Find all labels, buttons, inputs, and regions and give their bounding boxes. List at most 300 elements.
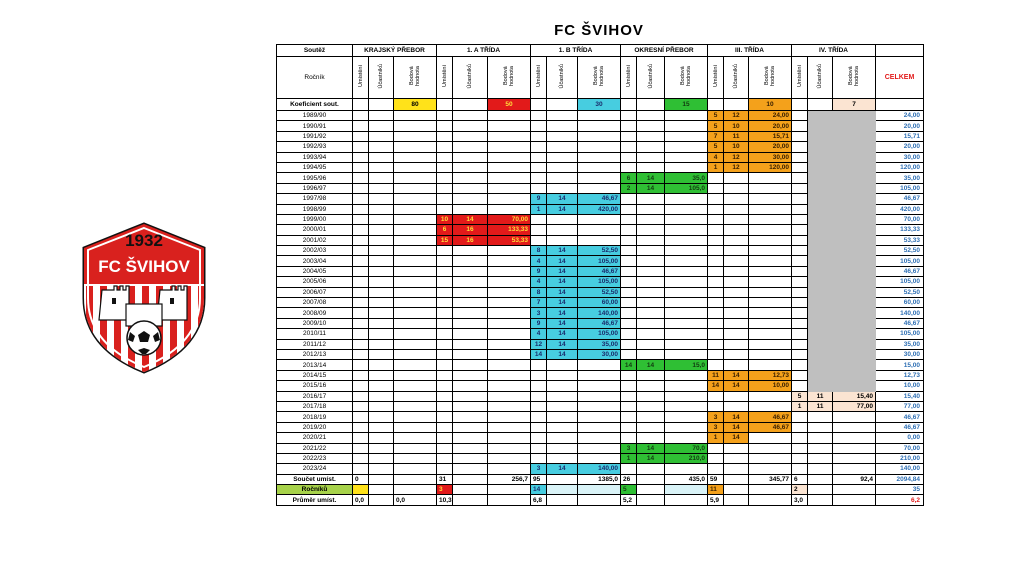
cell [488, 162, 531, 172]
subcolumn-label: Účastníků [733, 63, 739, 89]
cell [394, 308, 437, 318]
place-cell: 4 [531, 277, 547, 287]
total-cell: 140,00 [876, 308, 924, 318]
value-cell: 15,71 [749, 131, 792, 141]
cell [724, 173, 749, 183]
cell [453, 256, 488, 266]
cell [808, 111, 833, 121]
cell [453, 204, 488, 214]
cell [369, 485, 394, 495]
cell [488, 464, 531, 474]
cell [453, 162, 488, 172]
value-cell: 30,00 [749, 152, 792, 162]
cell [833, 495, 876, 505]
cell [578, 225, 621, 235]
cell [353, 443, 369, 453]
cell [724, 443, 749, 453]
cell [353, 277, 369, 287]
subcolumn-label: Účastníků [817, 63, 823, 89]
cell [724, 349, 749, 359]
cell [637, 204, 665, 214]
cell [621, 339, 637, 349]
cell [369, 235, 394, 245]
cell [437, 298, 453, 308]
cell [453, 422, 488, 432]
cell [637, 99, 665, 111]
cell [749, 329, 792, 339]
cell [708, 214, 724, 224]
subcolumn-label: Účastníků [378, 63, 384, 89]
teams-cell: 10 [724, 142, 749, 152]
cell [547, 121, 578, 131]
cell [708, 349, 724, 359]
cell [808, 246, 833, 256]
cell [792, 433, 808, 443]
cell [578, 173, 621, 183]
cell [488, 142, 531, 152]
cell [394, 298, 437, 308]
cell [369, 391, 394, 401]
place-cell: 8 [531, 287, 547, 297]
subcolumn-label: Bodová hodnota [593, 66, 605, 86]
cell [637, 318, 665, 328]
cell [578, 214, 621, 224]
cell [808, 121, 833, 131]
cell [453, 266, 488, 276]
table-row [277, 329, 924, 339]
cell [394, 277, 437, 287]
cell [531, 183, 547, 193]
cell [665, 266, 708, 276]
cell [749, 246, 792, 256]
cell [369, 287, 394, 297]
subcolumn-header [453, 57, 488, 99]
cell [808, 464, 833, 474]
cell [749, 225, 792, 235]
cell [453, 121, 488, 131]
cell [394, 266, 437, 276]
cell [531, 412, 547, 422]
cell [665, 204, 708, 214]
cell [665, 235, 708, 245]
table-row [277, 121, 924, 131]
season-cell: 2020/21 [277, 433, 353, 443]
subcolumn-header [531, 57, 547, 99]
season-cell: 1992/93 [277, 142, 353, 152]
cell [578, 412, 621, 422]
cell [637, 495, 665, 505]
subcolumn-header [724, 57, 749, 99]
cell [621, 246, 637, 256]
subcolumn-label: Účastníků [467, 63, 473, 89]
cell [437, 349, 453, 359]
cell [724, 495, 749, 505]
cell [453, 246, 488, 256]
value-cell: 105,0 [665, 183, 708, 193]
place-cell: 5 [708, 111, 724, 121]
cell [547, 370, 578, 380]
cell [724, 339, 749, 349]
cell [621, 277, 637, 287]
cell [665, 246, 708, 256]
teams-cell: 14 [637, 360, 665, 370]
cell [578, 495, 621, 505]
cell [792, 287, 808, 297]
cell [488, 131, 531, 141]
cell [353, 381, 369, 391]
cell [353, 121, 369, 131]
cell [621, 298, 637, 308]
season-cell: 2006/07 [277, 287, 353, 297]
cell [792, 214, 808, 224]
place-cell: 9 [531, 266, 547, 276]
header-row [277, 45, 924, 57]
value-cell: 12,73 [749, 370, 792, 380]
total-cell: 120,00 [876, 162, 924, 172]
cell [369, 266, 394, 276]
cell [353, 235, 369, 245]
cell [394, 111, 437, 121]
cell [453, 349, 488, 359]
cell [637, 121, 665, 131]
cell [708, 443, 724, 453]
value-cell: 20,00 [749, 142, 792, 152]
cell [578, 391, 621, 401]
value-cell: 10,00 [749, 381, 792, 391]
cell [792, 443, 808, 453]
cell [808, 370, 833, 380]
cell [808, 214, 833, 224]
table-row [277, 246, 924, 256]
cell [353, 391, 369, 401]
cell [453, 277, 488, 287]
cell [833, 225, 876, 235]
table-row [277, 391, 924, 401]
cell [547, 422, 578, 432]
cell [394, 412, 437, 422]
cell [637, 287, 665, 297]
cell [833, 349, 876, 359]
cell [547, 433, 578, 443]
place-cell: 14 [531, 349, 547, 359]
cell [437, 464, 453, 474]
cell [792, 308, 808, 318]
cell [621, 401, 637, 411]
cell [665, 349, 708, 359]
total-cell: 70,00 [876, 443, 924, 453]
cell [394, 162, 437, 172]
subcolumn-header [708, 57, 724, 99]
cell [833, 111, 876, 121]
cell [394, 121, 437, 131]
teams-cell: 12 [724, 111, 749, 121]
cell [488, 329, 531, 339]
season-cell: 1999/00 [277, 214, 353, 224]
place-cell: 3 [708, 412, 724, 422]
cell [708, 183, 724, 193]
cell [808, 235, 833, 245]
cell [394, 214, 437, 224]
cell [531, 443, 547, 453]
teams-cell: 14 [724, 381, 749, 391]
cell [353, 183, 369, 193]
table-row [277, 256, 924, 266]
seasons-count: 14 [531, 485, 547, 495]
cell [488, 246, 531, 256]
cell [453, 173, 488, 183]
cell [792, 162, 808, 172]
cell [833, 443, 876, 453]
cell [637, 370, 665, 380]
sum-value: 345,77 [749, 474, 792, 484]
cell [369, 173, 394, 183]
cell [488, 485, 531, 495]
subcolumn-label: Umístění [441, 64, 448, 87]
value-cell: 46,67 [578, 266, 621, 276]
cell [792, 422, 808, 432]
cell [665, 433, 708, 443]
cell [437, 121, 453, 131]
subcolumn-header [637, 57, 665, 99]
cell [578, 162, 621, 172]
cell [547, 162, 578, 172]
season-cell: 2021/22 [277, 443, 353, 453]
cell [833, 256, 876, 266]
teams-cell: 14 [724, 370, 749, 380]
subcolumn-header [808, 57, 833, 99]
cell [724, 256, 749, 266]
cell [792, 464, 808, 474]
cell [488, 433, 531, 443]
cell [531, 360, 547, 370]
cell [353, 308, 369, 318]
cell [488, 121, 531, 131]
cell [665, 287, 708, 297]
cell [724, 298, 749, 308]
value-cell: 120,00 [749, 162, 792, 172]
cell [621, 131, 637, 141]
cell [665, 391, 708, 401]
cell [437, 277, 453, 287]
season-cell: 2013/14 [277, 360, 353, 370]
table-row [277, 214, 924, 224]
cell [833, 235, 876, 245]
value-cell [749, 433, 792, 443]
competition-header: OKRESNÍ PŘEBOR [621, 45, 708, 57]
subcolumn-label: Bodová hodnota [409, 66, 421, 86]
cell [369, 433, 394, 443]
season-cell: 2023/24 [277, 464, 353, 474]
cell [437, 329, 453, 339]
total-cell: 10,00 [876, 381, 924, 391]
cell [792, 266, 808, 276]
cell [437, 287, 453, 297]
season-cell: 2007/08 [277, 298, 353, 308]
table-row [277, 204, 924, 214]
seasons-count-total: 35 [876, 485, 924, 495]
sum-label: Součet umíst. [277, 474, 353, 484]
cell [808, 183, 833, 193]
cell [708, 298, 724, 308]
cell [578, 485, 621, 495]
cell [353, 370, 369, 380]
value-cell: 140,00 [578, 308, 621, 318]
total-cell: 0,00 [876, 433, 924, 443]
average-value: 5,2 [621, 495, 637, 505]
season-cell: 1994/95 [277, 162, 353, 172]
total-cell: 52,50 [876, 287, 924, 297]
cell [394, 256, 437, 266]
cell [394, 183, 437, 193]
page-title: FC ŠVIHOV [554, 22, 644, 39]
cell [708, 277, 724, 287]
cell [792, 194, 808, 204]
place-cell: 1 [621, 453, 637, 463]
subcolumn-header [578, 57, 621, 99]
cell [708, 204, 724, 214]
cell [369, 349, 394, 359]
teams-cell: 14 [547, 266, 578, 276]
cell [749, 277, 792, 287]
cell [621, 266, 637, 276]
cell [578, 121, 621, 131]
cell [437, 360, 453, 370]
cell [353, 225, 369, 235]
cell [437, 204, 453, 214]
cell [724, 277, 749, 287]
total-cell: 46,67 [876, 318, 924, 328]
cell [749, 287, 792, 297]
cell [749, 495, 792, 505]
cell [578, 433, 621, 443]
cell [437, 412, 453, 422]
table-row [277, 318, 924, 328]
cell [394, 453, 437, 463]
teams-cell: 14 [547, 204, 578, 214]
cell [369, 401, 394, 411]
cell [531, 381, 547, 391]
cell [808, 381, 833, 391]
season-cell: 2002/03 [277, 246, 353, 256]
cell [808, 173, 833, 183]
cell [833, 318, 876, 328]
cell [394, 225, 437, 235]
cell [749, 194, 792, 204]
cell [369, 464, 394, 474]
cell [353, 433, 369, 443]
cell [665, 401, 708, 411]
cell [369, 329, 394, 339]
cell [453, 474, 488, 484]
cell [437, 246, 453, 256]
cell [808, 142, 833, 152]
cell [708, 194, 724, 204]
value-cell: 30,00 [578, 349, 621, 359]
subcolumn-label: Umístění [357, 64, 364, 87]
cell [792, 360, 808, 370]
teams-cell: 14 [547, 287, 578, 297]
cell [453, 131, 488, 141]
cell [637, 266, 665, 276]
cell [394, 422, 437, 432]
total-cell: 53,33 [876, 235, 924, 245]
cell [531, 142, 547, 152]
cell [437, 401, 453, 411]
season-cell: 1996/97 [277, 183, 353, 193]
table-row [277, 339, 924, 349]
cell [531, 422, 547, 432]
season-cell: 2015/16 [277, 381, 353, 391]
teams-cell: 14 [547, 298, 578, 308]
sum-value [394, 474, 437, 484]
place-cell: 6 [437, 225, 453, 235]
cell [531, 214, 547, 224]
cell [808, 412, 833, 422]
place-cell: 8 [531, 246, 547, 256]
cell [724, 194, 749, 204]
cell [708, 173, 724, 183]
cell [808, 277, 833, 287]
cell [547, 235, 578, 245]
table-row [277, 422, 924, 432]
cell [369, 474, 394, 484]
total-cell: 30,00 [876, 349, 924, 359]
cell [437, 173, 453, 183]
cell [749, 443, 792, 453]
cell [808, 99, 833, 111]
cell [621, 391, 637, 401]
cell [792, 412, 808, 422]
cell [453, 360, 488, 370]
cell [637, 298, 665, 308]
cell [353, 339, 369, 349]
total-cell: 105,00 [876, 256, 924, 266]
cell [547, 99, 578, 111]
cell [724, 318, 749, 328]
cell [724, 183, 749, 193]
cell [437, 142, 453, 152]
total-cell: 77,00 [876, 401, 924, 411]
sum-place: 0 [353, 474, 369, 484]
cell [833, 339, 876, 349]
cell [833, 194, 876, 204]
value-cell: 35,0 [665, 173, 708, 183]
cell [453, 298, 488, 308]
value-cell: 46,67 [749, 422, 792, 432]
cell [833, 131, 876, 141]
cell [353, 256, 369, 266]
value-cell: 105,00 [578, 329, 621, 339]
total-cell: 30,00 [876, 152, 924, 162]
place-cell: 2 [621, 183, 637, 193]
cell [353, 464, 369, 474]
cell [578, 111, 621, 121]
place-cell: 3 [708, 422, 724, 432]
cell [369, 99, 394, 111]
cell [808, 453, 833, 463]
cell [833, 412, 876, 422]
cell [547, 443, 578, 453]
season-cell: 1998/99 [277, 204, 353, 214]
cell [453, 485, 488, 495]
sum-place: 6 [792, 474, 808, 484]
total-cell: 105,00 [876, 329, 924, 339]
cell [488, 370, 531, 380]
cell [792, 235, 808, 245]
cell [808, 339, 833, 349]
place-cell: 9 [531, 318, 547, 328]
total-cell: 133,33 [876, 225, 924, 235]
